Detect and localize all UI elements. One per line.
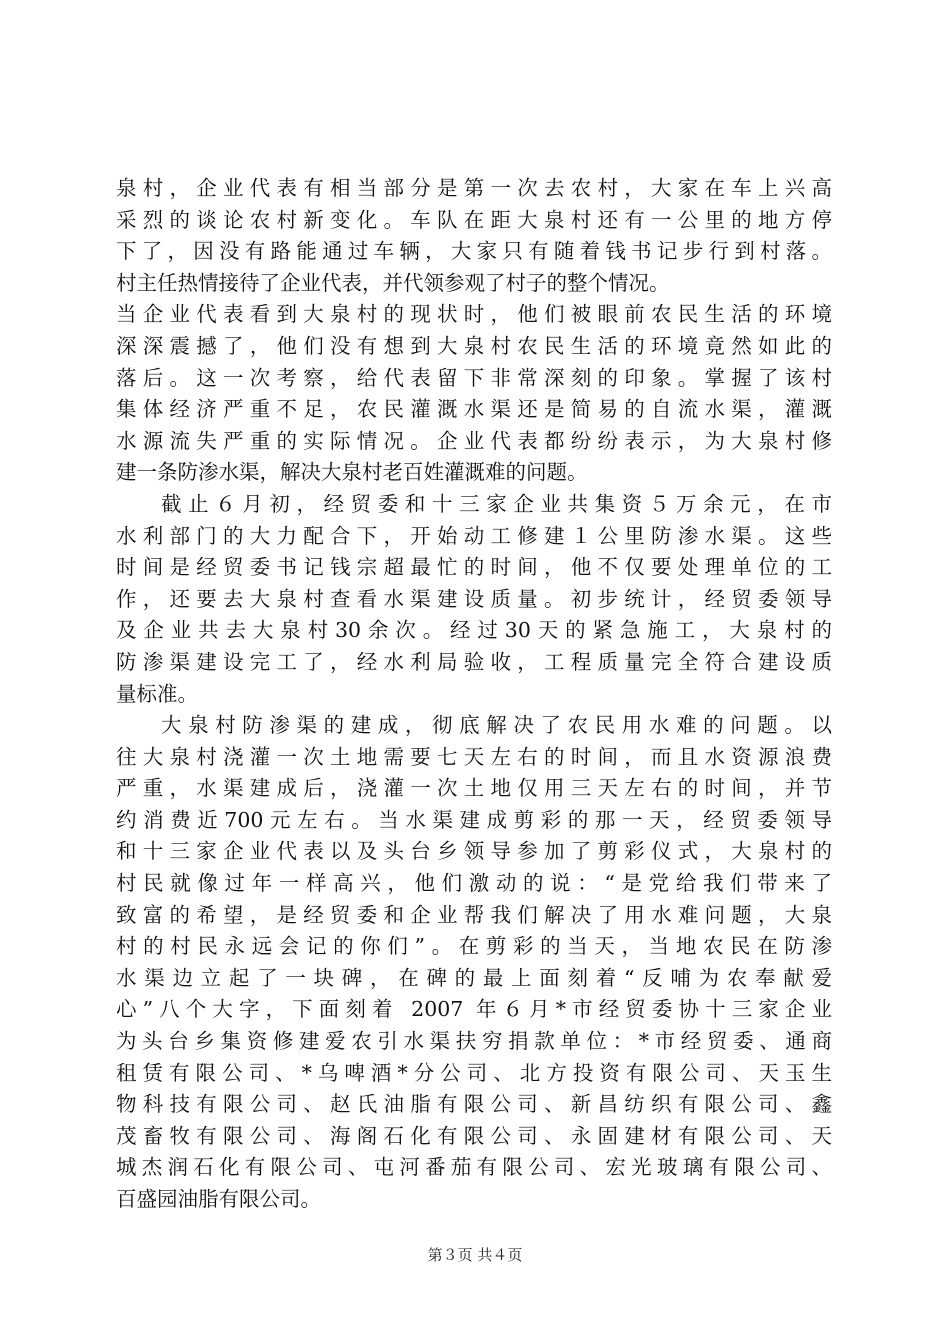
text-line: 建一条防渗水渠，解决大泉村老百姓灌溉难的问题。 <box>116 460 588 485</box>
text-line: 防渗渠建设完工了，经水利局验收，工程质量完全符合建设质 <box>116 649 832 674</box>
text-line: 采烈的谈论农村新变化。车队在距大泉村还有一公里的地方停 <box>116 207 832 232</box>
text-line: 约消费近700元左右。当水渠建成剪彩的那一天，经贸委领导 <box>116 807 832 832</box>
text-line: 租赁有限公司、*乌啤酒*分公司、北方投资有限公司、天玉生 <box>116 1060 832 1085</box>
text-line: 严重，水渠建成后，浇灌一次土地仅用三天左右的时间，并节 <box>116 776 832 801</box>
text-line: 时间是经贸委书记钱宗超最忙的时间，他不仅要处理单位的工 <box>116 555 832 580</box>
page-footer: 第３页 共４页 <box>427 1246 523 1264</box>
text-line: 作，还要去大泉村查看水渠建设质量。初步统计，经贸委领导 <box>116 586 832 611</box>
text-line: 城杰润石化有限公司、屯河番茄有限公司、宏光玻璃有限公司、 <box>116 1155 832 1180</box>
text-line: 水利部门的大力配合下，开始动工修建１公里防渗水渠。这些 <box>116 523 832 548</box>
text-line: 村的村民永远会记的你们”。在剪彩的当天，当地农民在防渗 <box>116 934 832 959</box>
text-line: 集体经济严重不足，农民灌溉水渠还是简易的自流水渠，灌溉 <box>116 397 832 422</box>
text-line: 物科技有限公司、赵氏油脂有限公司、新昌纺织有限公司、鑫 <box>116 1092 832 1117</box>
text-line: 泉村，企业代表有相当部分是第一次去农村，大家在车上兴高 <box>116 176 832 200</box>
text-line: 村主任热情接待了企业代表，并代领参观了村子的整个情况。 <box>116 270 670 295</box>
text-line: 为头台乡集资修建爱农引水渠扶穷捐款单位：*市经贸委、通商 <box>116 1029 832 1054</box>
text-line: 下了，因没有路能通过车辆，大家只有随着钱书记步行到村落。 <box>116 239 832 264</box>
text-line: 村民就像过年一样高兴，他们激动的说：“是党给我们带来了 <box>116 871 832 896</box>
text-line: 和十三家企业代表以及头台乡领导参加了剪彩仪式，大泉村的 <box>116 839 832 864</box>
text-line: 心”八个大字，下面刻着 2007 年６月*市经贸委协十三家企业 <box>116 997 832 1022</box>
text-line: 大泉村防渗渠的建成，彻底解决了农民用水难的问题。以 <box>161 713 832 738</box>
text-line: 当企业代表看到大泉村的现状时，他们被眼前农民生活的环境 <box>116 302 832 327</box>
text-line: 及企业共去大泉村30余次。经过30天的紧急施工，大泉村的 <box>116 618 832 643</box>
text-line: 落后。这一次考察，给代表留下非常深刻的印象。掌握了该村 <box>116 365 832 390</box>
text-line: 截止６月初，经贸委和十三家企业共集资５万余元，在市 <box>161 491 832 516</box>
text-line: 深深震撼了，他们没有想到大泉村农民生活的环境竟然如此的 <box>116 333 832 358</box>
text-line: 百盛园油脂有限公司。 <box>116 1187 321 1211</box>
text-line: 致富的希望，是经贸委和企业帮我们解决了用水难问题，大泉 <box>116 902 832 927</box>
text-line: 往大泉村浇灌一次土地需要七天左右的时间，而且水资源浪费 <box>116 744 832 769</box>
text-line: 水源流失严重的实际情况。企业代表都纷纷表示，为大泉村修 <box>116 428 832 453</box>
text-line: 水渠边立起了一块碑，在碑的最上面刻着“反哺为农奉献爱 <box>116 965 832 990</box>
text-line: 茂畜牧有限公司、海阁石化有限公司、永固建材有限公司、天 <box>116 1123 832 1148</box>
body-text <box>116 173 832 1216</box>
text-line: 量标准。 <box>116 681 198 706</box>
